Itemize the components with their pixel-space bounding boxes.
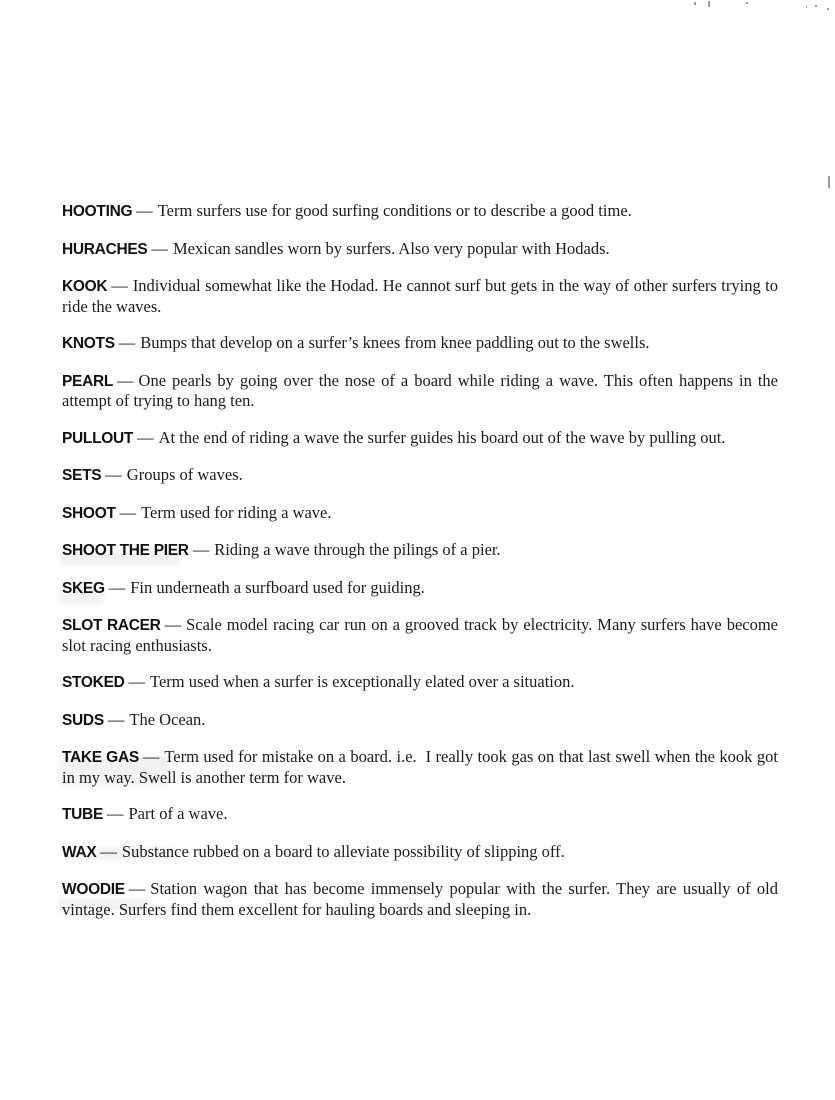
scan-artifact [806, 6, 807, 8]
scan-artifact [746, 2, 748, 4]
term: STOKED [62, 674, 125, 691]
dash-separator: — [118, 333, 136, 352]
dash-separator: — [119, 502, 137, 522]
dash-separator: — [136, 201, 153, 220]
term: HURACHES [62, 240, 148, 258]
dash-separator: — [108, 577, 126, 597]
definition: Scale model racing car run on a grooved track by electricity. Many surfers have become slot racing enthusiasts. [62, 615, 783, 655]
definition: The Ocean. [129, 709, 206, 729]
dash-separator: — [151, 238, 168, 258]
term: PEARL [62, 372, 114, 390]
term: PULLOUT [62, 429, 134, 447]
scan-smudge [60, 552, 180, 566]
definition: Station wagon that has become immensely popular with the surfer. They are usually of old vintage. Surfers find them excellent for hauling boards and sleeping in. [62, 879, 783, 919]
definition: Substance rubbed on a board to alleviate possibility of slipping off. [121, 841, 565, 861]
dash-separator: — [100, 841, 117, 861]
glossary-entry [62, 503, 778, 524]
glossary-entry [62, 276, 783, 316]
glossary-entry [62, 201, 778, 222]
scan-artifact [708, 1, 710, 7]
definition: At the end of riding a wave the surfer guides his board out of the wave by pulling out. [158, 427, 726, 447]
term: SLOT RACER [62, 617, 161, 634]
glossary-entry [62, 710, 778, 731]
definition: Term surfers use for good surfing conditions or to describe a good time. [157, 201, 632, 220]
term: WOODIE [62, 881, 125, 898]
term: TUBE [62, 806, 103, 823]
dash-separator: — [107, 709, 125, 729]
definition: Groups of waves. [126, 465, 243, 484]
glossary-entry [62, 428, 778, 449]
dash-separator: — [128, 879, 146, 898]
scan-smudge [58, 898, 148, 912]
dash-separator: — [107, 804, 124, 823]
glossary-entry [62, 615, 783, 655]
scan-smudge [58, 590, 104, 604]
definition: Bumps that develop on a surfer’s knees from knee paddling out to the swells. [140, 333, 650, 352]
glossary-list [62, 201, 783, 936]
dash-separator: — [105, 465, 122, 484]
dash-separator: — [164, 615, 182, 634]
term: SHOOT THE PIER [62, 542, 189, 559]
scan-artifact [694, 2, 696, 5]
definition: Fin underneath a surfboard used for guiding. [130, 577, 425, 597]
glossary-entry [62, 333, 778, 354]
term: SHOOT [62, 504, 116, 522]
term: SETS [62, 467, 102, 484]
scan-smudge [60, 756, 170, 786]
definition: One pearls by going over the nose of a board while riding a wave. This often happens in the attempt of trying to hang ten. [62, 370, 783, 410]
term: KOOK [62, 278, 108, 295]
glossary-entry [62, 370, 783, 411]
scan-artifact [828, 176, 830, 188]
dash-separator: — [142, 747, 160, 766]
definition: Mexican sandles worn by surfers. Also very popular with Hodads. [172, 238, 610, 258]
glossary-entry [62, 465, 778, 486]
dash-separator: — [111, 276, 128, 295]
term: TAKE GAS [62, 749, 139, 766]
dash-separator: — [192, 540, 210, 559]
definition: Part of a wave. [128, 804, 228, 823]
definition: Term used for mistake on a board. i.e. I really took gas on that last swell when the kook got in my way. Swell is another term for wave. [62, 747, 783, 787]
term: SUDS [62, 711, 104, 729]
definition: Riding a wave through the pilings of a pier. [214, 540, 501, 559]
dash-separator: — [128, 672, 146, 691]
scan-artifact [815, 5, 817, 7]
term: HOOTING [62, 203, 133, 220]
definition: Term used when a surfer is exceptionally elated over a situation. [150, 672, 575, 691]
glossary-entry [62, 578, 778, 599]
term: SKEG [62, 579, 105, 597]
scan-smudge [96, 847, 174, 860]
dash-separator: — [137, 427, 154, 447]
dash-separator: — [117, 370, 134, 390]
scan-artifact [827, 8, 829, 10]
glossary-entry [62, 804, 778, 825]
definition: Individual somewhat like the Hodad. He cannot surf but gets in the way of other surfers trying to ride the waves. [62, 276, 783, 316]
glossary-entry [62, 672, 778, 693]
term: KNOTS [62, 335, 115, 352]
term: WAX [62, 843, 97, 861]
glossary-entry [62, 879, 783, 919]
definition: Term used for riding a wave. [141, 502, 332, 522]
glossary-entry [62, 239, 778, 260]
